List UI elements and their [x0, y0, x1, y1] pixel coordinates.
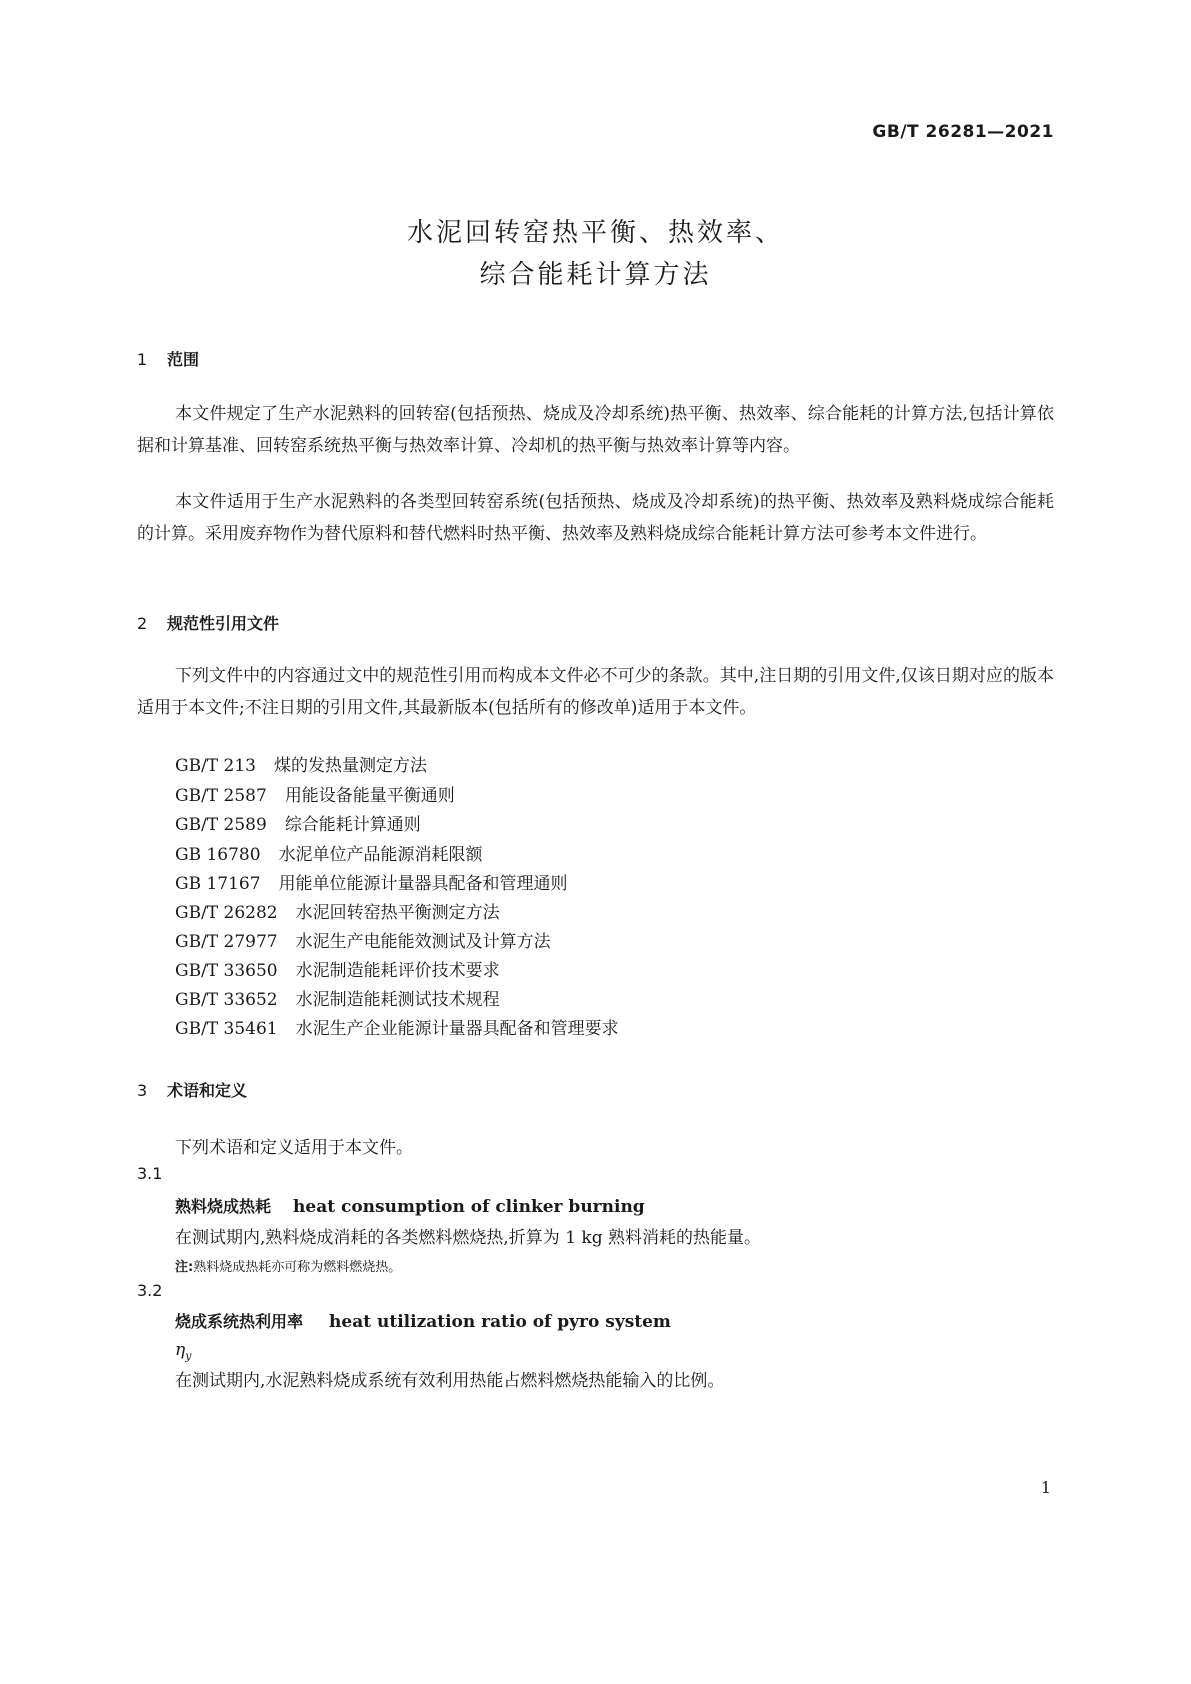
term-number: 3.1	[137, 1164, 163, 1183]
term-definition: 在测试期内,熟料烧成消耗的各类燃料燃烧热,折算为 1 kg 熟料消耗的热能量。	[175, 1228, 762, 1248]
reference-item	[175, 869, 568, 899]
reference-title: 水泥生产企业能源计量器具配备和管理要求	[295, 1019, 619, 1039]
term-definition: 在测试期内,水泥熟料烧成系统有效利用热能占燃料燃烧热能输入的比例。	[175, 1371, 725, 1391]
reference-title: 用能设备能量平衡通则	[284, 786, 455, 806]
section-3-intro: 下列术语和定义适用于本文件。	[175, 1138, 413, 1158]
reference-code: GB 17167	[175, 874, 261, 894]
section-1-heading	[137, 347, 199, 370]
section-1-paragraph-1: 本文件规定了生产水泥熟料的回转窑(包括预热、烧成及冷却系统)热平衡、热效率、综合能耗的计算方法,包括计算依据和计算基准、回转窑系统热平衡与热效率计算、冷却机的热平衡与热效率计算等内容。	[137, 404, 1054, 456]
section-number: 1	[137, 350, 148, 369]
term-number: 3.2	[137, 1281, 163, 1300]
document-title-line-1: 水泥回转窑热平衡、热效率、	[406, 218, 784, 248]
reference-title: 综合能耗计算通则	[284, 815, 421, 835]
reference-title: 水泥生产电能能效测试及计算方法	[295, 932, 551, 952]
reference-code: GB 16780	[175, 845, 261, 865]
reference-item	[175, 810, 421, 840]
term-chinese: 烧成系统热利用率	[175, 1312, 304, 1331]
term-heading	[175, 1194, 645, 1217]
symbol-base: η	[175, 1340, 186, 1360]
reference-code: GB/T 27977	[175, 932, 278, 952]
reference-item	[175, 898, 500, 928]
reference-code: GB/T 33650	[175, 961, 278, 981]
section-title: 术语和定义	[167, 1081, 248, 1100]
reference-code: GB/T 2587	[175, 786, 267, 806]
reference-code: GB/T 33652	[175, 990, 278, 1010]
reference-code: GB/T 26282	[175, 903, 278, 923]
section-3-heading	[137, 1078, 247, 1101]
reference-item	[175, 781, 455, 811]
note-label: 注:	[175, 1260, 194, 1275]
section-number: 2	[137, 614, 148, 633]
reference-title: 水泥制造能耗测试技术规程	[295, 990, 500, 1010]
term-symbol	[175, 1340, 191, 1362]
reference-item	[175, 956, 500, 986]
term-heading	[175, 1309, 671, 1332]
reference-title: 煤的发热量测定方法	[274, 756, 427, 776]
standard-code: GB/T 26281—2021	[872, 122, 1054, 142]
term-note	[175, 1256, 401, 1275]
reference-item	[175, 751, 427, 781]
document-title-line-2: 综合能耗计算方法	[479, 260, 712, 290]
section-2-intro: 下列文件中的内容通过文中的规范性引用而构成本文件必不可少的条款。其中,注日期的引用文件,仅该日期对应的版本适用于本文件;不注日期的引用文件,其最新版本(包括所有的修改单)适用于本文件。	[137, 666, 1054, 718]
reference-title: 用能单位能源计量器具配备和管理通则	[278, 874, 568, 894]
reference-title: 水泥单位产品能源消耗限额	[278, 845, 483, 865]
reference-code: GB/T 2589	[175, 815, 267, 835]
reference-item	[175, 1014, 619, 1044]
term-english: heat utilization ratio of pyro system	[329, 1312, 671, 1332]
reference-code: GB/T 213	[175, 756, 256, 776]
reference-item	[175, 927, 551, 957]
section-1-paragraph-2: 本文件适用于生产水泥熟料的各类型回转窑系统(包括预热、烧成及冷却系统)的热平衡、热效率及熟料烧成综合能耗的计算。采用废弃物作为替代原料和替代燃料时热平衡、热效率及熟料烧成综合能耗计算方法可参考本文件进行。	[137, 492, 1054, 544]
symbol-subscript: y	[185, 1349, 192, 1363]
reference-code: GB/T 35461	[175, 1019, 278, 1039]
reference-item	[175, 985, 500, 1015]
term-english: heat consumption of clinker burning	[293, 1197, 645, 1217]
page-number: 1	[1040, 1478, 1051, 1497]
reference-title: 水泥制造能耗评价技术要求	[295, 961, 500, 981]
section-title: 范围	[167, 350, 200, 369]
reference-title: 水泥回转窑热平衡测定方法	[295, 903, 500, 923]
reference-item	[175, 840, 483, 870]
section-title: 规范性引用文件	[167, 614, 280, 633]
note-text: 熟料烧成热耗亦可称为燃料燃烧热。	[193, 1260, 402, 1275]
term-chinese: 熟料烧成热耗	[175, 1197, 272, 1216]
section-2-heading	[137, 611, 279, 634]
section-number: 3	[137, 1081, 148, 1100]
